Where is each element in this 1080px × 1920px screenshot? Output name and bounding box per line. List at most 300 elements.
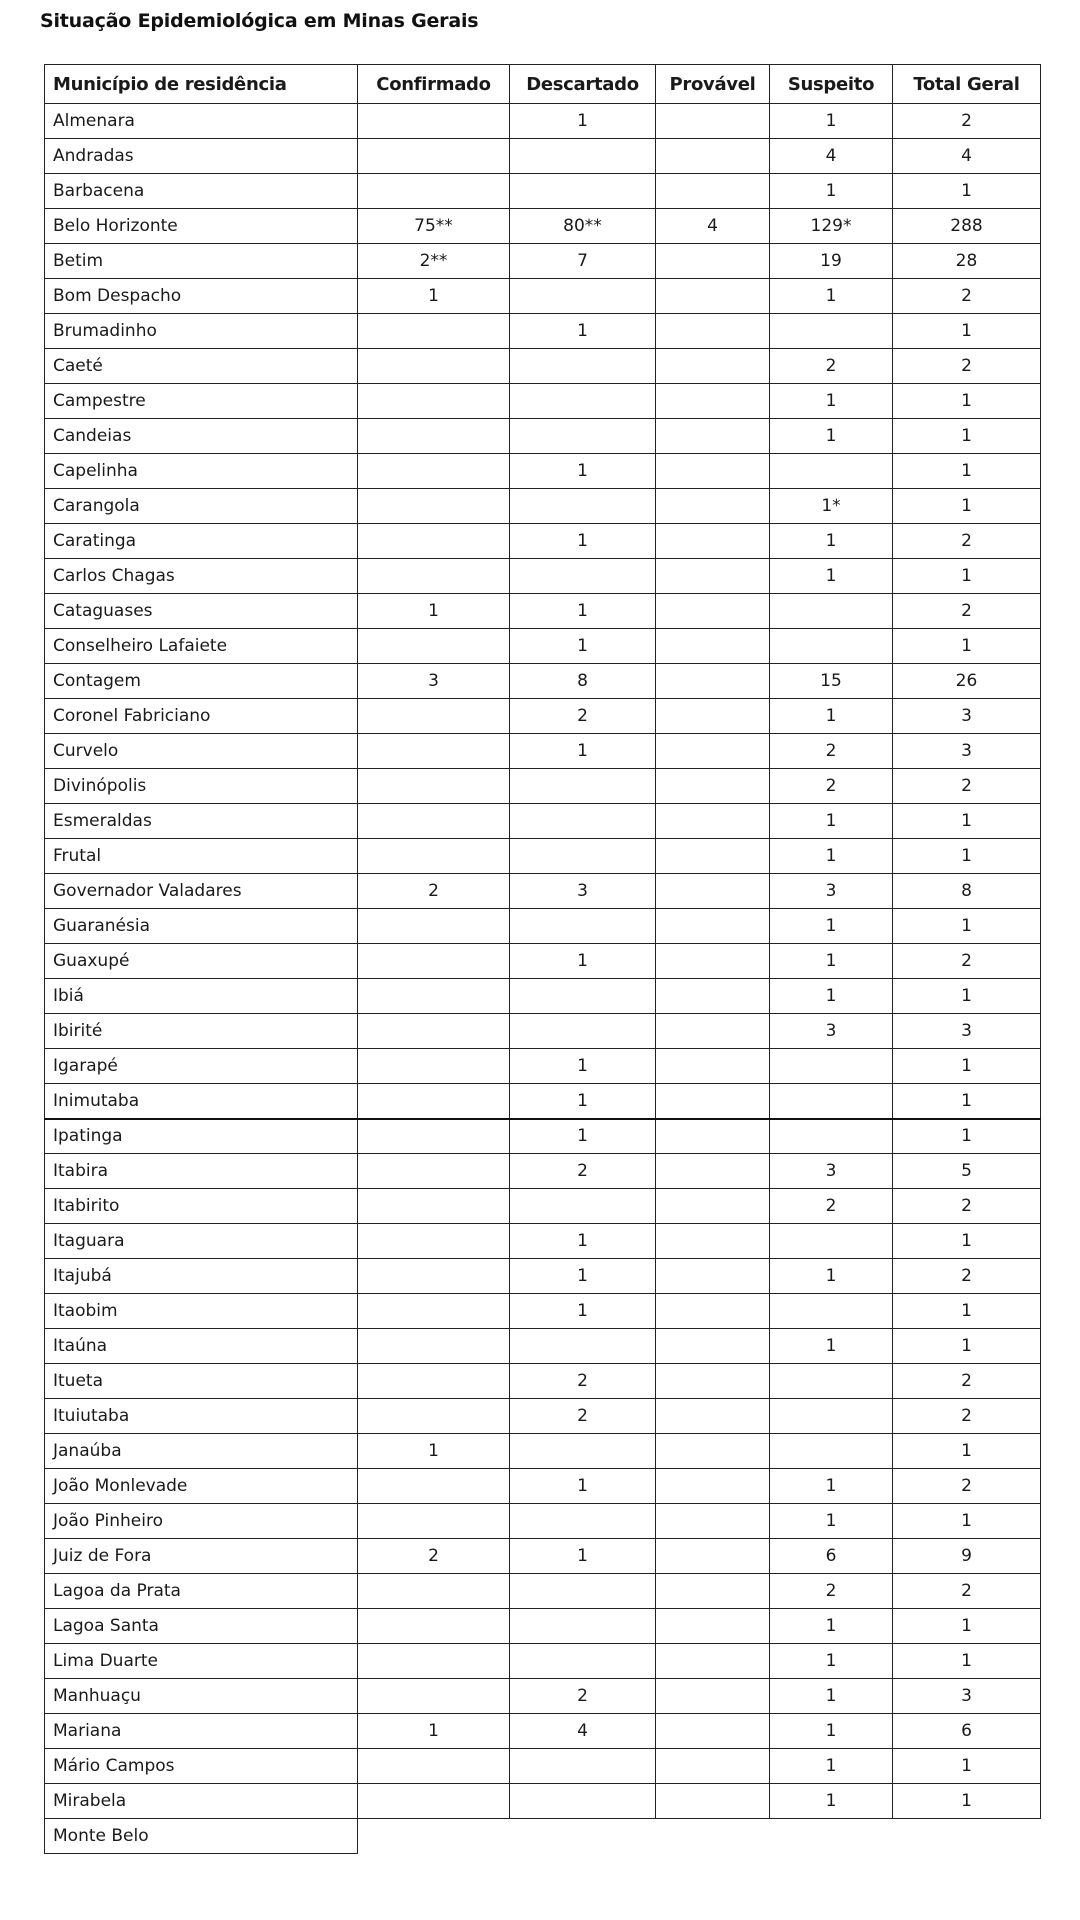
table-row — [45, 209, 1041, 244]
cell-municipio: Itueta — [45, 1364, 358, 1399]
cell-confirmado — [358, 349, 510, 384]
table-row — [45, 384, 1041, 419]
table-row — [45, 1084, 1041, 1119]
cell-provavel — [656, 1189, 770, 1224]
cell-descartado: 2 — [510, 699, 656, 734]
cell-descartado — [510, 979, 656, 1014]
cell-total-geral: 1 — [893, 489, 1041, 524]
cell-confirmado: 1 — [358, 1434, 510, 1469]
cell-municipio: Ituiutaba — [45, 1399, 358, 1434]
cell-municipio: Itabira — [45, 1154, 358, 1189]
cell-municipio: Frutal — [45, 839, 358, 874]
cell-provavel — [656, 1154, 770, 1189]
cell-total-geral: 2 — [893, 524, 1041, 559]
cell-descartado: 1 — [510, 1049, 656, 1084]
cell-suspeito: 1 — [770, 1714, 893, 1749]
cell-confirmado — [358, 1784, 510, 1819]
cell-municipio: Ibiá — [45, 979, 358, 1014]
table-row — [45, 699, 1041, 734]
cell-total-geral: 1 — [893, 1434, 1041, 1469]
table-row — [45, 944, 1041, 979]
cell-provavel — [656, 1469, 770, 1504]
cell-provavel — [656, 1014, 770, 1049]
cell-confirmado — [358, 1609, 510, 1644]
cell-municipio: Guaxupé — [45, 944, 358, 979]
table-row — [45, 1294, 1041, 1329]
cell-municipio: João Monlevade — [45, 1469, 358, 1504]
cell-total-geral: 2 — [893, 1189, 1041, 1224]
cell-municipio: Itaúna — [45, 1329, 358, 1364]
cell-total-geral: 1 — [893, 1784, 1041, 1819]
cell-descartado — [510, 1189, 656, 1224]
cell-descartado: 1 — [510, 594, 656, 629]
cell-provavel — [656, 1049, 770, 1084]
cell-municipio: Igarapé — [45, 1049, 358, 1084]
cell-provavel — [656, 1084, 770, 1119]
cell-suspeito: 1 — [770, 699, 893, 734]
header-confirmado: Confirmado — [358, 65, 510, 104]
cell-suspeito — [770, 1049, 893, 1084]
cell-suspeito: 1 — [770, 1329, 893, 1364]
table-row — [45, 104, 1041, 139]
cell-confirmado — [358, 909, 510, 944]
cell-descartado — [510, 279, 656, 314]
cell-total-geral: 2 — [893, 1399, 1041, 1434]
cell-municipio: Lagoa da Prata — [45, 1574, 358, 1609]
cell-total-geral: 1 — [893, 1049, 1041, 1084]
cell-confirmado — [358, 699, 510, 734]
cell-confirmado — [358, 1644, 510, 1679]
cell-suspeito: 19 — [770, 244, 893, 279]
cell-descartado: 4 — [510, 1714, 656, 1749]
cell-suspeito: 1 — [770, 559, 893, 594]
cell-suspeito: 2 — [770, 769, 893, 804]
cell-descartado: 1 — [510, 734, 656, 769]
cell-municipio: Governador Valadares — [45, 874, 358, 909]
cell-municipio: Lima Duarte — [45, 1644, 358, 1679]
cell-total-geral: 3 — [893, 1679, 1041, 1714]
cell-confirmado — [358, 1504, 510, 1539]
cell-confirmado — [358, 629, 510, 664]
table-row — [45, 1504, 1041, 1539]
cell-municipio: Barbacena — [45, 174, 358, 209]
cell-confirmado — [358, 314, 510, 349]
table-row — [45, 419, 1041, 454]
cell-provavel — [656, 1294, 770, 1329]
cell-suspeito: 1 — [770, 384, 893, 419]
cell-suspeito: 3 — [770, 1014, 893, 1049]
table-row — [45, 769, 1041, 804]
cell-total-geral: 5 — [893, 1154, 1041, 1189]
cell-provavel — [656, 349, 770, 384]
cell-suspeito: 1 — [770, 944, 893, 979]
cell-municipio: João Pinheiro — [45, 1504, 358, 1539]
cell-provavel — [656, 874, 770, 909]
cell-descartado — [510, 1504, 656, 1539]
cell-confirmado — [358, 1154, 510, 1189]
cell-suspeito — [770, 1399, 893, 1434]
table-row — [45, 1609, 1041, 1644]
cell-total-geral: 6 — [893, 1714, 1041, 1749]
cell-confirmado: 2 — [358, 1539, 510, 1574]
cell-suspeito: 1 — [770, 1749, 893, 1784]
table-row — [45, 489, 1041, 524]
table-row — [45, 1049, 1041, 1084]
cell-provavel — [656, 244, 770, 279]
cell-descartado: 1 — [510, 944, 656, 979]
cell-municipio: Campestre — [45, 384, 358, 419]
cell-provavel — [656, 1399, 770, 1434]
table-row — [45, 1014, 1041, 1049]
cell-descartado: 2 — [510, 1679, 656, 1714]
cell-total-geral: 2 — [893, 1259, 1041, 1294]
table-row — [45, 1189, 1041, 1224]
cell-municipio: Candeias — [45, 419, 358, 454]
cell-confirmado — [358, 174, 510, 209]
cell-municipio: Mário Campos — [45, 1749, 358, 1784]
cell-descartado: 1 — [510, 454, 656, 489]
cell-total-geral: 2 — [893, 769, 1041, 804]
cell-total-geral: 2 — [893, 279, 1041, 314]
cell-municipio: Itabirito — [45, 1189, 358, 1224]
cell-suspeito — [770, 1294, 893, 1329]
cell-confirmado — [358, 1469, 510, 1504]
cell-provavel — [656, 1679, 770, 1714]
cell-municipio: Itaguara — [45, 1224, 358, 1259]
cell-total-geral: 1 — [893, 314, 1041, 349]
cell-municipio: Carangola — [45, 489, 358, 524]
cell-municipio: Caeté — [45, 349, 358, 384]
cell-total-geral: 1 — [893, 1609, 1041, 1644]
cell-descartado — [510, 349, 656, 384]
cell-provavel — [656, 524, 770, 559]
cell-confirmado — [358, 489, 510, 524]
cell-provavel — [656, 629, 770, 664]
cell-confirmado — [358, 104, 510, 139]
table-row — [45, 1434, 1041, 1469]
cell-descartado — [510, 419, 656, 454]
cell-provavel: 4 — [656, 209, 770, 244]
table-row — [45, 909, 1041, 944]
cell-provavel — [656, 489, 770, 524]
cell-municipio: Coronel Fabriciano — [45, 699, 358, 734]
cell-confirmado — [358, 734, 510, 769]
cell-provavel — [656, 699, 770, 734]
cell-provavel — [656, 1574, 770, 1609]
cell-total-geral: 1 — [893, 1084, 1041, 1119]
cell-municipio: Janaúba — [45, 1434, 358, 1469]
cell-total-geral: 3 — [893, 734, 1041, 769]
table-row — [45, 839, 1041, 874]
cell-total-geral: 1 — [893, 419, 1041, 454]
cell-municipio: Almenara — [45, 104, 358, 139]
cell-descartado — [510, 839, 656, 874]
cell-confirmado: 1 — [358, 1714, 510, 1749]
cell-municipio: Ibirité — [45, 1014, 358, 1049]
cell-municipio: Guaranésia — [45, 909, 358, 944]
cell-total-geral: 1 — [893, 174, 1041, 209]
cell-suspeito — [770, 594, 893, 629]
cell-confirmado — [358, 139, 510, 174]
cell-suspeito — [770, 1364, 893, 1399]
cell-total-geral: 1 — [893, 804, 1041, 839]
cell-confirmado: 75** — [358, 209, 510, 244]
cell-municipio: Capelinha — [45, 454, 358, 489]
cell-descartado — [510, 1574, 656, 1609]
cell-confirmado — [358, 384, 510, 419]
table-header-row — [45, 65, 1041, 104]
cell-descartado: 7 — [510, 244, 656, 279]
cell-total-geral: 28 — [893, 244, 1041, 279]
cell-provavel — [656, 1434, 770, 1469]
cell-suspeito: 1 — [770, 1644, 893, 1679]
cell-municipio: Esmeraldas — [45, 804, 358, 839]
cell-descartado — [510, 1644, 656, 1679]
cell-total-geral: 2 — [893, 594, 1041, 629]
cell-suspeito — [770, 454, 893, 489]
cell-total-geral: 2 — [893, 104, 1041, 139]
table-row — [45, 804, 1041, 839]
cell-descartado: 1 — [510, 1294, 656, 1329]
cell-confirmado: 2 — [358, 874, 510, 909]
cell-provavel — [656, 1329, 770, 1364]
cell-descartado: 1 — [510, 1084, 656, 1119]
cell-descartado — [510, 174, 656, 209]
cell-total-geral: 1 — [893, 454, 1041, 489]
cell-municipio: Juiz de Fora — [45, 1539, 358, 1574]
cell-descartado: 1 — [510, 1539, 656, 1574]
cell-total-geral: 2 — [893, 1574, 1041, 1609]
table-row — [45, 1819, 1041, 1854]
table-row — [45, 1154, 1041, 1189]
cell-confirmado — [358, 1329, 510, 1364]
cell-suspeito: 1 — [770, 1784, 893, 1819]
cell-suspeito: 2 — [770, 349, 893, 384]
cell-descartado — [510, 1749, 656, 1784]
cell-municipio: Caratinga — [45, 524, 358, 559]
table-row — [45, 1399, 1041, 1434]
cell-descartado — [510, 139, 656, 174]
cell-municipio: Brumadinho — [45, 314, 358, 349]
cell-provavel — [656, 1224, 770, 1259]
cell-confirmado — [358, 944, 510, 979]
table-row — [45, 1644, 1041, 1679]
cell-confirmado: 1 — [358, 279, 510, 314]
cell-suspeito: 1 — [770, 524, 893, 559]
cell-total-geral: 26 — [893, 664, 1041, 699]
cell-total-geral: 1 — [893, 1119, 1041, 1154]
cell-descartado: 2 — [510, 1399, 656, 1434]
cell-municipio: Contagem — [45, 664, 358, 699]
cell-municipio: Monte Belo — [45, 1819, 358, 1854]
cell-suspeito: 129* — [770, 209, 893, 244]
header-total-geral: Total Geral — [893, 65, 1041, 104]
epidemiological-table — [44, 64, 1041, 1854]
cell-municipio: Itajubá — [45, 1259, 358, 1294]
cell-provavel — [656, 279, 770, 314]
cell-provavel — [656, 664, 770, 699]
table-row — [45, 1364, 1041, 1399]
cell-municipio: Belo Horizonte — [45, 209, 358, 244]
cell-suspeito: 1 — [770, 1504, 893, 1539]
cell-provavel — [656, 1504, 770, 1539]
cell-descartado: 2 — [510, 1364, 656, 1399]
cell-total-geral: 2 — [893, 1364, 1041, 1399]
table-row — [45, 1714, 1041, 1749]
table-body — [45, 104, 1041, 1854]
cell-provavel — [656, 1749, 770, 1784]
cell-suspeito: 1 — [770, 909, 893, 944]
cell-provavel — [656, 314, 770, 349]
cell-confirmado — [358, 419, 510, 454]
cell-confirmado — [358, 1679, 510, 1714]
cell-provavel — [656, 1819, 770, 1854]
table-row — [45, 454, 1041, 489]
table-row — [45, 279, 1041, 314]
cell-confirmado: 3 — [358, 664, 510, 699]
cell-total-geral: 1 — [893, 839, 1041, 874]
cell-provavel — [656, 804, 770, 839]
table-row — [45, 664, 1041, 699]
cell-suspeito: 1 — [770, 174, 893, 209]
cell-provavel — [656, 454, 770, 489]
cell-descartado — [510, 1014, 656, 1049]
cell-confirmado — [358, 804, 510, 839]
table-row — [45, 244, 1041, 279]
table-row — [45, 979, 1041, 1014]
cell-suspeito: 2 — [770, 1574, 893, 1609]
cell-suspeito: 3 — [770, 874, 893, 909]
cell-confirmado — [358, 1119, 510, 1154]
header-municipio: Município de residência — [45, 65, 358, 104]
table-row — [45, 349, 1041, 384]
cell-total-geral: 3 — [893, 1014, 1041, 1049]
cell-municipio: Conselheiro Lafaiete — [45, 629, 358, 664]
cell-suspeito: 1* — [770, 489, 893, 524]
cell-provavel — [656, 174, 770, 209]
cell-confirmado: 2** — [358, 244, 510, 279]
table-row — [45, 1749, 1041, 1784]
table-row — [45, 314, 1041, 349]
cell-descartado — [510, 1819, 656, 1854]
cell-descartado — [510, 1784, 656, 1819]
cell-provavel — [656, 979, 770, 1014]
cell-descartado: 1 — [510, 314, 656, 349]
cell-descartado: 8 — [510, 664, 656, 699]
cell-total-geral: 4 — [893, 139, 1041, 174]
table-row — [45, 524, 1041, 559]
cell-suspeito: 1 — [770, 839, 893, 874]
cell-descartado: 1 — [510, 1469, 656, 1504]
cell-confirmado — [358, 769, 510, 804]
cell-suspeito: 1 — [770, 804, 893, 839]
cell-suspeito: 3 — [770, 1154, 893, 1189]
cell-provavel — [656, 419, 770, 454]
cell-confirmado — [358, 1749, 510, 1784]
header-descartado: Descartado — [510, 65, 656, 104]
table-row — [45, 1469, 1041, 1504]
cell-descartado: 3 — [510, 874, 656, 909]
table-row — [45, 1679, 1041, 1714]
cell-confirmado — [358, 1364, 510, 1399]
cell-provavel — [656, 104, 770, 139]
cell-suspeito: 2 — [770, 1189, 893, 1224]
cell-confirmado — [358, 1189, 510, 1224]
cell-municipio: Curvelo — [45, 734, 358, 769]
cell-suspeito: 1 — [770, 279, 893, 314]
cell-municipio: Ipatinga — [45, 1119, 358, 1154]
cell-suspeito — [770, 1434, 893, 1469]
cell-descartado: 1 — [510, 629, 656, 664]
cell-suspeito — [770, 1819, 893, 1854]
cell-municipio: Andradas — [45, 139, 358, 174]
cell-descartado — [510, 909, 656, 944]
cell-municipio: Betim — [45, 244, 358, 279]
cell-total-geral: 8 — [893, 874, 1041, 909]
cell-total-geral: 1 — [893, 1329, 1041, 1364]
cell-confirmado — [358, 1294, 510, 1329]
cell-provavel — [656, 909, 770, 944]
cell-provavel — [656, 139, 770, 174]
cell-confirmado — [358, 839, 510, 874]
cell-total-geral: 3 — [893, 699, 1041, 734]
cell-suspeito: 6 — [770, 1539, 893, 1574]
cell-municipio: Lagoa Santa — [45, 1609, 358, 1644]
cell-confirmado — [358, 1049, 510, 1084]
header-suspeito: Suspeito — [770, 65, 893, 104]
cell-total-geral: 2 — [893, 349, 1041, 384]
table-row — [45, 1574, 1041, 1609]
cell-suspeito — [770, 314, 893, 349]
cell-provavel — [656, 839, 770, 874]
cell-descartado: 1 — [510, 524, 656, 559]
cell-provavel — [656, 1609, 770, 1644]
cell-suspeito — [770, 1224, 893, 1259]
cell-total-geral: 1 — [893, 1224, 1041, 1259]
cell-descartado — [510, 1434, 656, 1469]
cell-provavel — [656, 559, 770, 594]
cell-total-geral: 2 — [893, 1469, 1041, 1504]
cell-confirmado — [358, 1084, 510, 1119]
cell-descartado — [510, 489, 656, 524]
table-row — [45, 559, 1041, 594]
table-row — [45, 1119, 1041, 1154]
cell-confirmado — [358, 1574, 510, 1609]
table-row — [45, 174, 1041, 209]
cell-suspeito: 1 — [770, 1469, 893, 1504]
cell-descartado: 80** — [510, 209, 656, 244]
cell-suspeito: 2 — [770, 734, 893, 769]
cell-total-geral: 1 — [893, 1749, 1041, 1784]
cell-confirmado — [358, 979, 510, 1014]
cell-descartado — [510, 804, 656, 839]
table-row — [45, 139, 1041, 174]
cell-municipio: Itaobim — [45, 1294, 358, 1329]
cell-suspeito: 4 — [770, 139, 893, 174]
cell-provavel — [656, 384, 770, 419]
cell-total-geral: 288 — [893, 209, 1041, 244]
cell-municipio: Carlos Chagas — [45, 559, 358, 594]
cell-confirmado: 1 — [358, 594, 510, 629]
cell-suspeito: 15 — [770, 664, 893, 699]
cell-total-geral: 1 — [893, 979, 1041, 1014]
cell-descartado — [510, 1609, 656, 1644]
cell-suspeito — [770, 1119, 893, 1154]
table-row — [45, 874, 1041, 909]
cell-suspeito: 1 — [770, 1679, 893, 1714]
cell-provavel — [656, 594, 770, 629]
cell-provavel — [656, 769, 770, 804]
